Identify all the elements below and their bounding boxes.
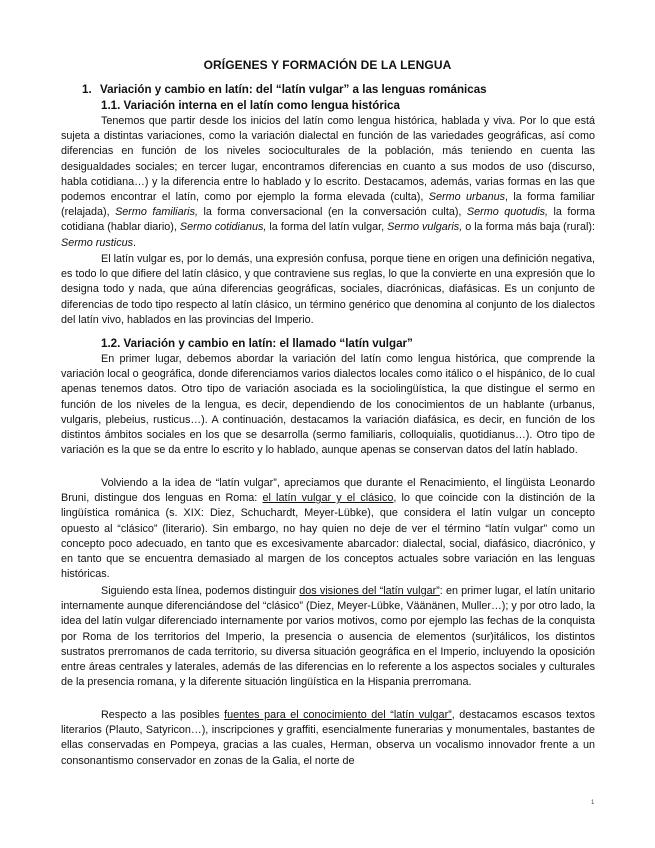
text-run: la forma del latín vulgar, <box>266 221 388 234</box>
paragraph-3: En primer lugar, debemos abordar la variación del latín como lengua histórica, que comprende la variación local o geográfica, donde diferenciamos varios dialectos locales como itálico o el hispánico, de lo cual apenas tenemos datos. Otro tipo de variación asociada es la sociolingüística, la que distingue el sermo en función de los niveles de la lengua, es decir, dependiendo de los conocimientos de un hablante (urbanus, vulgaris, plebeius, rusticus…). A continuación, destacamos la variación diafásica, es decir, en función de los distintos ámbitos sociales en los que se desarrolla (sermo familiaris, colloquialis, quotidianus…). Otro tipo de variación es la que se da entre lo escrito y lo hablado, aunque apenas se conservan datos del latín hablado. <box>61 353 595 457</box>
text-run: Respecto a las posibles <box>101 709 225 721</box>
page-number: 1 <box>591 800 595 806</box>
section-1-label: Variación y cambio en latín: del “latín vulgar” a las lenguas románicas <box>100 83 487 96</box>
underlined-phrase: fuentes para el conocimiento del “latín vulgar” <box>224 709 452 721</box>
text-run: , la forma familiar (relajada), <box>61 191 595 219</box>
section-1-heading <box>82 83 487 96</box>
paragraph-4 <box>61 476 595 582</box>
italic-term: Sermo urbanus <box>428 191 506 204</box>
text-run: la forma cotidiana (hablar diario), <box>61 206 595 234</box>
section-1-number: 1. <box>82 83 92 96</box>
paragraph-6 <box>61 708 595 769</box>
italic-term: Sermo familiaris, <box>115 206 198 219</box>
text-run: . <box>133 236 136 249</box>
text-run: Volviendo a la idea de “latín vulgar”, apreciamos que durante el Renacimiento, el lingüista Leonardo Bruni, distingue dos lenguas en Roma: <box>61 477 595 505</box>
text-run: , lo que coincide con la distinción de la lingüística románica (s. XIX: Diez, Schuchardt, Meyer-Lübke), que considera el latín vulgar un concepto opuesto al “clásico” (literario). Sin embargo, no hay quien no deje de ver el término “latín vulgar” como un concepto poco adecuado, en tanto que es excesivamente abarcador: dialectal, social, diafásico, diacrónico, y en tanto que se encuentra demasiado al margen de los conceptos actuales sobre variación en las lenguas históricas. <box>61 492 595 581</box>
italic-term: Sermo vulgaris, <box>387 221 463 234</box>
paragraph-2: El latín vulgar es, por lo demás, una expresión confusa, porque tiene en origen una definición negativa, es todo lo que difiere del latín clásico, y que contraviene sus reglas, lo que la convierte en una expresión que lo designa todo y nada, que aúna diferencias geográficas, sociales, diacrónicas, diafásicas. Es un conjunto de diferencias de todo tipo respecto al latín clásico, un término genérico que denomina al conjunto de los dialectos del latín vivo, hablados en las provincias del Imperio. <box>61 253 595 326</box>
text-run: la forma conversacional (en la conversación culta), <box>197 206 467 219</box>
underlined-phrase: dos visiones del “latín vulgar” <box>299 585 440 597</box>
text-run: , destacamos escasos textos literarios (Plauto, Satyricon…), inscripciones y graffiti, esencialmente funerarias y monumentales, bastantes de ellas conservadas en Pompeya, gracias a las cuales, Herman, observa un vocalismo innovador frente a un consonantismo conservador en zonas de la Galia, el norte de <box>61 709 595 767</box>
italic-term: Sermo quotudis, <box>466 206 549 219</box>
underlined-phrase: el latín vulgar y el clásico <box>262 492 394 505</box>
paragraph-1 <box>61 114 595 251</box>
text-run: Siguiendo esta línea, podemos distinguir <box>101 585 300 597</box>
section-1-1-heading: 1.1. Variación interna en el latín como lengua histórica <box>101 99 400 112</box>
italic-term: Sermo rusticus <box>61 236 133 249</box>
document-title: ORÍGENES Y FORMACIÓN DE LA LENGUA <box>203 58 452 72</box>
italic-term: Sermo cotidianus, <box>179 221 267 234</box>
text-run: : en primer lugar, el latín unitario internamente aunque diferenciándose del “clásico” (Diez, Meyer-Lübke, Väänänen, Muller…); y por otro lado, la idea del latín vulgar diferenciado internamente por varios motivos, como por ejemplo las fechas de la conquista por Roma de los territorios del Imperio, la presencia o ausencia de elementos (sur)itálicos, los distintos sustratos prerromanos de cada territorio, su diversa situación geográfica en el Imperio, incluyendo la oposición entre áreas centrales y laterales, además de las diferencias en lo referente a los aspectos sociales y culturales de la presencia romana, y la diferente situación lingüística en la Hispania prerromana. <box>61 585 595 689</box>
text-run: Tenemos que partir desde los inicios del latín como lengua histórica, hablada y viva. Por lo que está sujeta a distintas variaciones, como la variación dialectal en función de las variedades geográficas, así como diferencias en función de los niveles socioculturales de la población, más teniendo en cuenta las desigualdades sociales; en tercer lugar, encontramos diferencias en cuanto a sus modos de uso (discurso, habla cotidiana…) y la diferencia entre lo hablado y lo escrito. Destacamos, además, varias formas en las que podemos encontrar el latín, como por ejemplo la forma elevada (culta), <box>61 115 595 204</box>
text-run: o la forma más baja (rural): <box>462 221 595 234</box>
paragraph-5 <box>61 584 595 690</box>
section-1-2-heading: 1.2. Variación y cambio en latín: el llamado “latín vulgar” <box>101 337 413 350</box>
